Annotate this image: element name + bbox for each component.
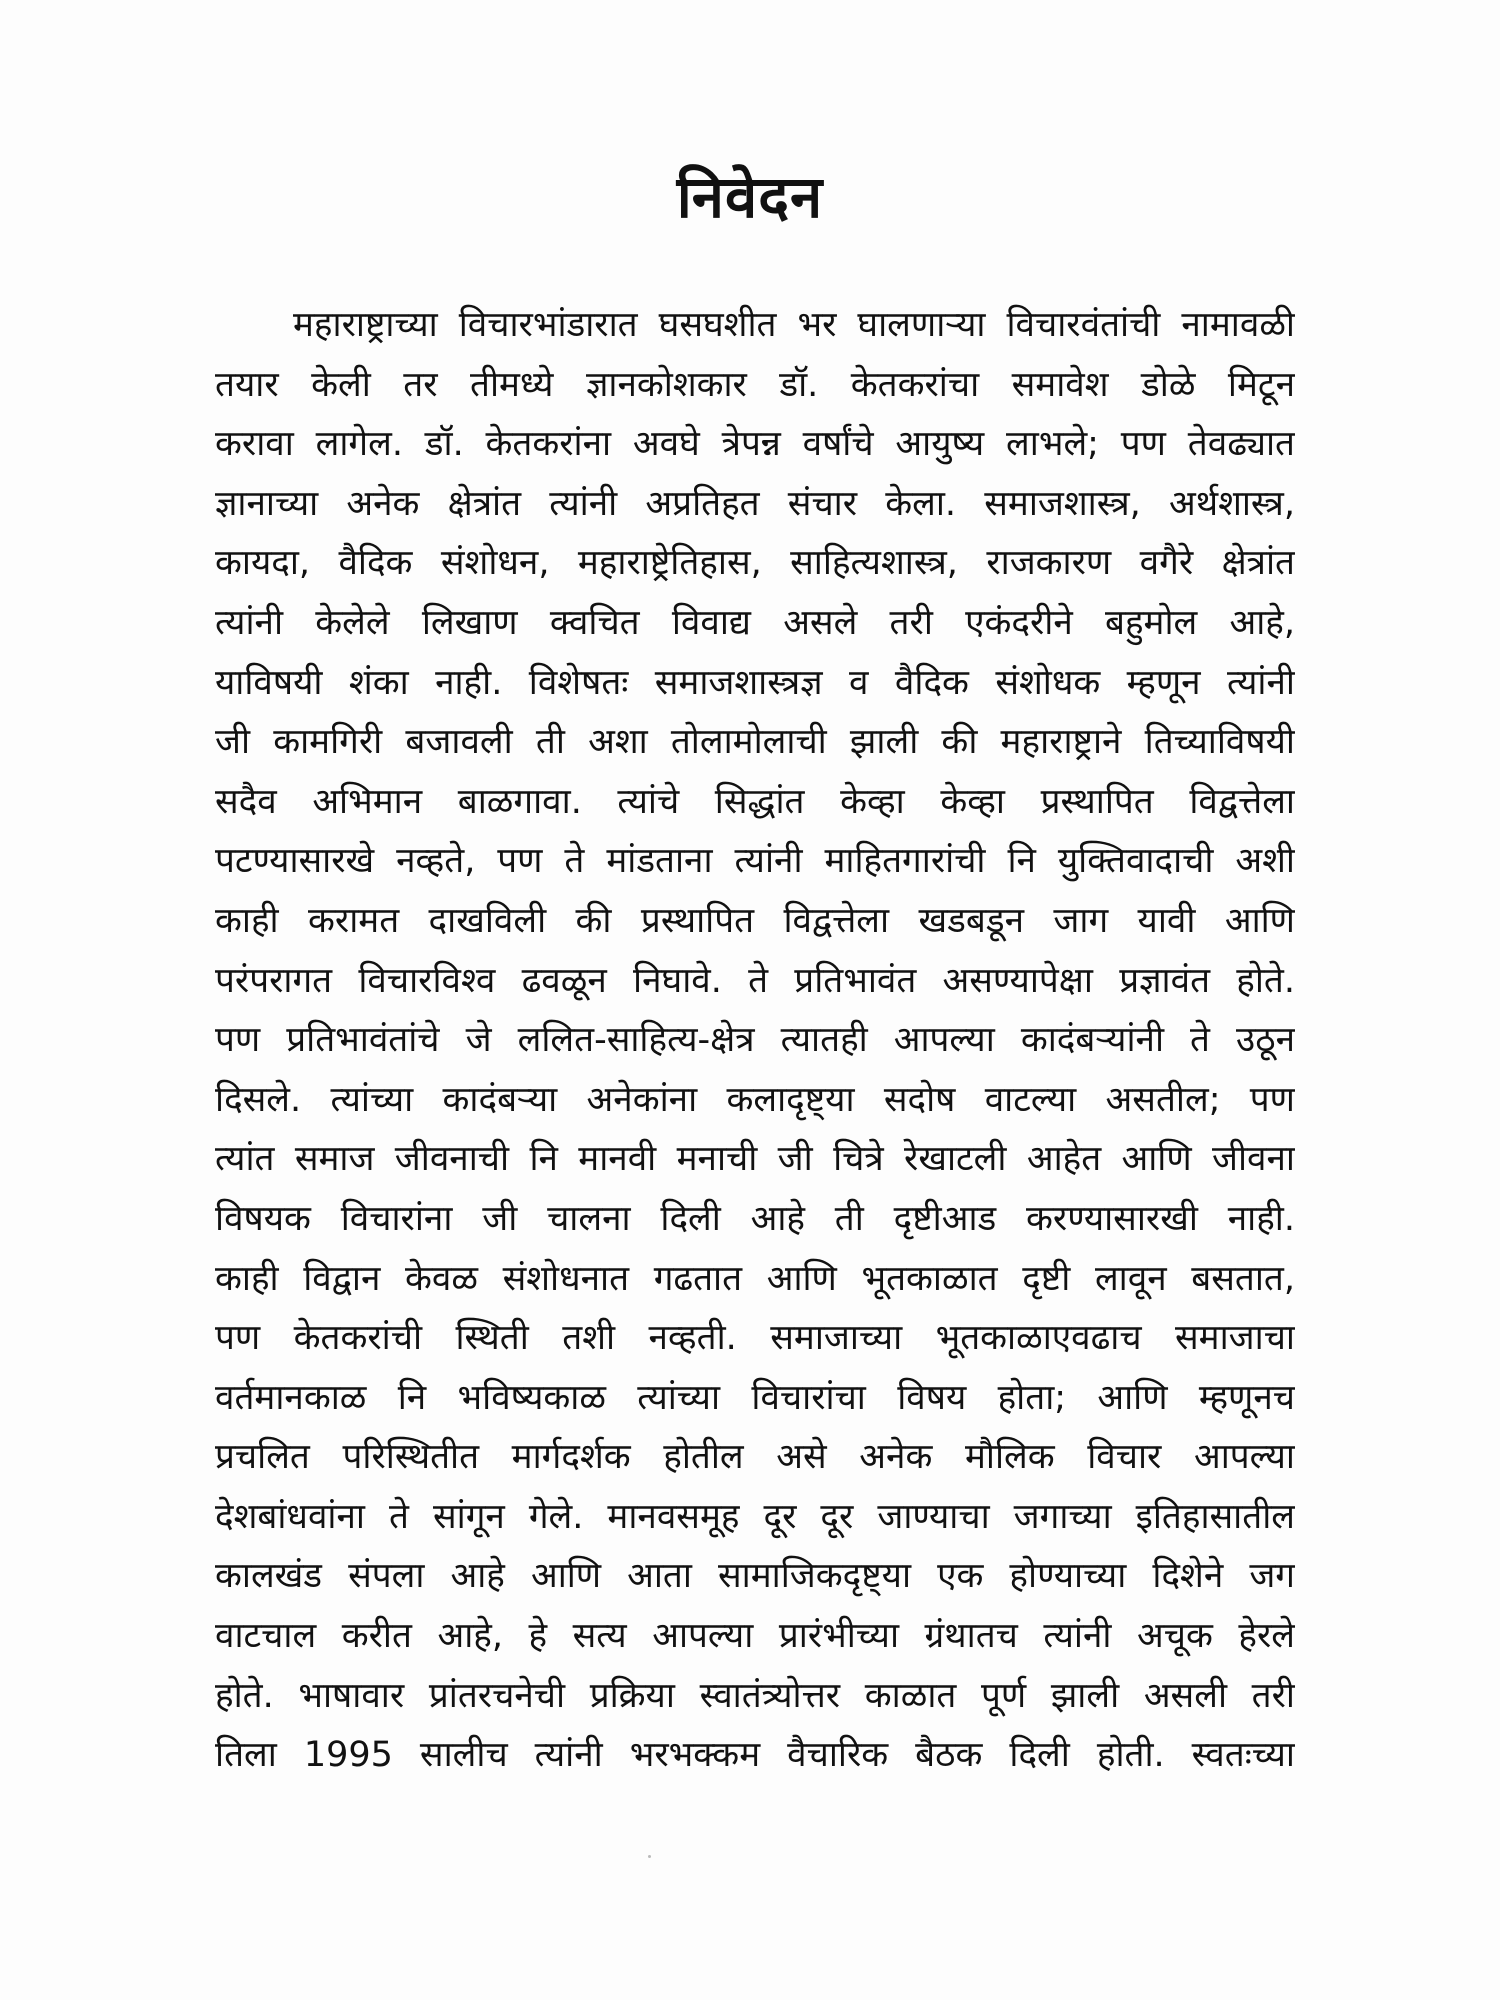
text-line: होते. भाषावार प्रांतरचनेची प्रक्रिया स्वातंत्र्योत्तर काळात पूर्ण झाली असली तरी <box>215 1675 1295 1716</box>
body-paragraph <box>215 296 1295 1786</box>
text-line: पण केतकरांची स्थिती तशी नव्हती. समाजाच्या भूतकाळाएवढाच समाजाचा <box>215 1318 1295 1359</box>
text-line: त्यांत समाज जीवनाची नि मानवी मनाची जी चित्रे रेखाटली आहेत आणि जीवना <box>215 1139 1295 1180</box>
text-line: महाराष्ट्राच्या विचारभांडारात घसघशीत भर घालणाऱ्या विचारवंतांची नामावळी <box>293 305 1295 345</box>
text-line: वर्तमानकाळ नि भविष्यकाळ त्यांच्या विचारांचा विषय होता; आणि म्हणूनच <box>215 1377 1295 1418</box>
text-line: वाटचाल करीत आहे, हे सत्य आपल्या प्रारंभीच्या ग्रंथातच त्यांनी अचूक हेरले <box>215 1616 1295 1657</box>
text-line: कालखंड संपला आहे आणि आता सामाजिकदृष्ट्या एक होण्याच्या दिशेने जग <box>215 1556 1295 1597</box>
text-line: ज्ञानाच्या अनेक क्षेत्रांत त्यांनी अप्रतिहत संचार केला. समाजशास्त्र, अर्थशास्त्र, <box>215 483 1295 524</box>
page-title: निवेदन <box>676 163 824 231</box>
text-line: विषयक विचारांना जी चालना दिली आहे ती दृष्टीआड करण्यासारखी नाही. <box>215 1198 1295 1239</box>
text-line: पटण्यासारखे नव्हते, पण ते मांडताना त्यांनी माहितगारांची नि युक्तिवादाची अशी <box>215 841 1295 882</box>
text-line: जी कामगिरी बजावली ती अशा तोलामोलाची झाली की महाराष्ट्राने तिच्याविषयी <box>215 722 1295 763</box>
text-line: तिला 1995 सालीच त्यांनी भरभक्कम वैचारिक बैठक दिली होती. स्वतःच्या <box>215 1735 1295 1776</box>
text-line: तयार केली तर तीमध्ये ज्ञानकोशकार डॉ. केतकरांचा समावेश डोळे मिटून <box>215 364 1295 405</box>
text-line: प्रचलित परिस्थितीत मार्गदर्शक होतील असे अनेक मौलिक विचार आपल्या <box>215 1437 1295 1478</box>
text-line: काही करामत दाखविली की प्रस्थापित विद्वत्तेला खडबडून जाग यावी आणि <box>215 900 1295 941</box>
text-line: त्यांनी केलेले लिखाण क्वचित विवाद्य असले तरी एकंदरीने बहुमोल आहे, <box>215 602 1295 643</box>
text-line: सदैव अभिमान बाळगावा. त्यांचे सिद्धांत केव्हा केव्हा प्रस्थापित विद्वत्तेला <box>215 781 1295 822</box>
text-line: करावा लागेल. डॉ. केतकरांना अवघे त्रेपन्न वर्षांचे आयुष्य लाभले; पण तेवढ्यात <box>215 424 1295 465</box>
text-line: दिसले. त्यांच्या कादंबऱ्या अनेकांना कलादृष्ट्या सदोष वाटल्या असतील; पण <box>215 1079 1295 1120</box>
paper-speck <box>648 1855 651 1858</box>
text-line: याविषयी शंका नाही. विशेषतः समाजशास्त्रज्ञ व वैदिक संशोधक म्हणून त्यांनी <box>215 662 1295 703</box>
text-line: कायदा, वैदिक संशोधन, महाराष्ट्रेतिहास, साहित्यशास्त्र, राजकारण वगैरे क्षेत्रांत <box>215 543 1295 584</box>
text-line: पण प्रतिभावंतांचे जे ललित-साहित्य-क्षेत्र त्यातही आपल्या कादंबऱ्यांनी ते उठून <box>215 1020 1295 1061</box>
text-line: काही विद्वान केवळ संशोधनात गढतात आणि भूतकाळात दृष्टी लावून बसतात, <box>215 1258 1295 1299</box>
text-line: देशबांधवांना ते सांगून गेले. मानवसमूह दूर दूर जाण्याचा जगाच्या इतिहासातील <box>215 1496 1295 1537</box>
text-line: परंपरागत विचारविश्व ढवळून निघावे. ते प्रतिभावंत असण्यापेक्षा प्रज्ञावंत होते. <box>215 960 1295 1001</box>
